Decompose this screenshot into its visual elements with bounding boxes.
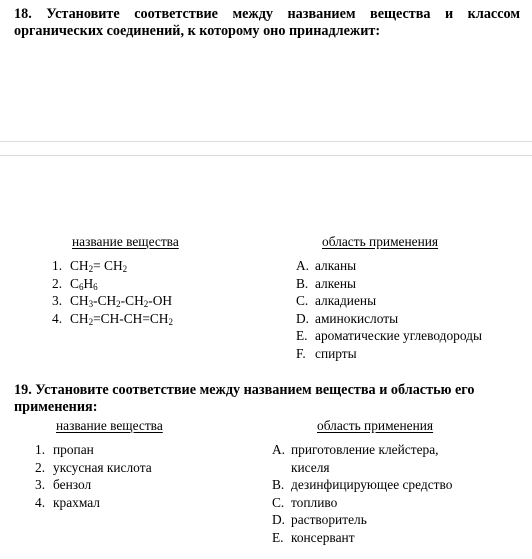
- q18-class-list: [296, 257, 482, 362]
- q19-use-item: [272, 511, 452, 529]
- class-name: аминокислоты: [315, 310, 399, 326]
- formula-subscript: 2: [143, 299, 149, 309]
- item-marker: C.: [272, 494, 285, 510]
- q18-class-item: [296, 345, 482, 363]
- use-name: дезинфицирующее средство: [291, 477, 453, 492]
- item-marker: B.: [296, 275, 309, 291]
- q18-class-item: [296, 327, 482, 345]
- item-marker: A.: [272, 442, 286, 457]
- item-marker: 1.: [35, 442, 46, 457]
- q18-class-item: [296, 257, 482, 275]
- item-marker: 4.: [35, 494, 46, 510]
- chemical-formula: $CH_2=CH-CH=CH_2$: [70, 310, 173, 327]
- substance-name: крахмал: [53, 494, 100, 510]
- q19-use-header: область применения: [317, 418, 434, 433]
- item-marker: D.: [272, 512, 286, 527]
- substance-name: уксусная кислота: [53, 459, 152, 475]
- formula-subscript: 2: [168, 316, 173, 327]
- item-marker: E.: [296, 328, 308, 343]
- q19-substance-item: [35, 494, 152, 512]
- formula-subscript: 6: [93, 281, 98, 292]
- q18-substance-item: [52, 292, 173, 310]
- q19-substance-list: [35, 441, 152, 511]
- formula-subscript: 2: [116, 299, 121, 309]
- class-name: алкены: [315, 275, 357, 291]
- q18-class-item: [296, 275, 482, 293]
- item-marker: 3.: [35, 477, 46, 492]
- q19-use-item: [272, 529, 452, 547]
- item-marker: B.: [272, 477, 285, 492]
- q19-substance-item: [35, 459, 152, 477]
- class-name: алкадиены: [315, 293, 377, 308]
- page-separator: [0, 155, 532, 156]
- item-marker: 3.: [52, 293, 63, 308]
- formula-subscript: 3: [88, 299, 94, 309]
- item-marker: F.: [296, 345, 306, 361]
- item-marker: 2.: [35, 459, 46, 475]
- q18-substance-item: [52, 257, 173, 275]
- item-marker: A.: [296, 258, 310, 273]
- q18-class-item: [296, 292, 482, 310]
- class-name: спирты: [315, 345, 357, 361]
- item-marker: C.: [296, 293, 309, 308]
- q19-use-item: [272, 494, 452, 512]
- q18-title: 18. Установите соответствие между названием вещества и классом органических соединений, к которому оно принадлежит:: [14, 6, 520, 39]
- q18-substance-item: [52, 310, 173, 328]
- substance-name: пропан: [53, 442, 94, 457]
- q18-substance-list: [52, 257, 173, 327]
- substance-name: бензол: [53, 477, 92, 492]
- formula-subscript: 2: [88, 316, 94, 327]
- class-name: ароматические углеводороды: [315, 328, 482, 343]
- formula-subscript: 6: [78, 281, 84, 292]
- q19-substance-header: название вещества: [56, 418, 163, 433]
- chemical-formula: $C_6H_6$: [70, 275, 98, 292]
- q18-class-item: [296, 310, 482, 328]
- q19-substance-item: [35, 476, 152, 494]
- q19-use-item: [272, 476, 452, 494]
- q18-substance-item: [52, 275, 173, 293]
- q18-class-header: область применения: [322, 234, 439, 249]
- page-separator: [0, 141, 532, 142]
- q19-use-item: [272, 441, 452, 476]
- q19-title: 19. Установите соответствие между названием вещества и областью его применения:: [14, 382, 475, 415]
- formula-subscript: 2: [122, 264, 128, 274]
- item-marker: 1.: [52, 258, 63, 273]
- chemical-formula: $CH_2= CH_2$: [70, 258, 128, 274]
- formula-subscript: 2: [88, 264, 94, 274]
- chemical-formula: $CH_3-CH_2-CH_2-OH$: [70, 293, 173, 309]
- use-name: консервант: [291, 529, 355, 545]
- q19-use-list: [272, 441, 452, 546]
- class-name: алканы: [315, 258, 357, 273]
- item-marker: E.: [272, 529, 284, 545]
- use-name: растворитель: [291, 512, 367, 527]
- q19-substance-item: [35, 441, 152, 459]
- item-marker: 4.: [52, 310, 63, 326]
- item-marker: D.: [296, 310, 310, 326]
- q18-substance-header: название вещества: [72, 234, 179, 249]
- item-marker: 2.: [52, 275, 63, 291]
- use-name: приготовление клейстера, киселя: [291, 442, 439, 475]
- use-name: топливо: [291, 494, 338, 510]
